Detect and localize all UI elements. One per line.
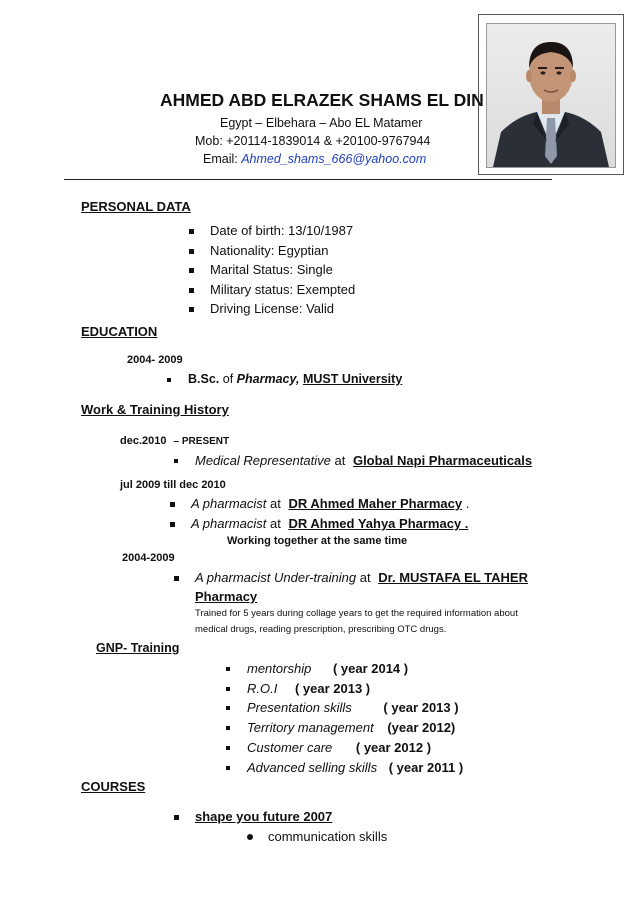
job-3-title: A pharmacist (191, 516, 267, 531)
job-4-description-2: medical drugs, reading prescription, prescribing OTC drugs. (195, 624, 447, 635)
list-item: Driving License: Valid (210, 301, 335, 316)
email-link[interactable]: Ahmed_shams_666@yahoo.com (241, 152, 427, 166)
job-3-company: DR Ahmed Yahya Pharmacy . (288, 516, 469, 531)
training-name: R.O.I (247, 681, 278, 696)
training-name: Presentation skills (247, 700, 352, 715)
training-year: ( year 2013 ) (294, 681, 371, 696)
period-3: 2004-2009 (122, 552, 175, 564)
job-1-at: at (334, 453, 346, 468)
job-2-at: at (270, 496, 281, 511)
job-2-company: DR Ahmed Maher Pharmacy (288, 496, 463, 511)
training-item (247, 700, 459, 715)
job-2-title: A pharmacist (191, 496, 267, 511)
training-year: ( year 2011 ) (388, 760, 464, 775)
job-4-company-line2: Pharmacy (195, 589, 258, 604)
person-photo-illustration (487, 24, 615, 167)
list-item: Marital Status: Single (210, 262, 333, 277)
training-name: Customer care (247, 740, 333, 755)
training-item (247, 720, 455, 735)
training-name: mentorship (247, 661, 312, 676)
candidate-name: AHMED ABD ELRAZEK SHAMS EL DIN (160, 90, 484, 110)
period-2: jul 2009 till dec 2010 (120, 479, 226, 491)
education-degree-line (188, 372, 402, 386)
training-item (247, 740, 431, 755)
job-2-suffix: . (465, 496, 470, 511)
personal-data-heading: PERSONAL DATA (81, 199, 191, 214)
period-1-start: dec.2010 (120, 435, 167, 447)
training-item (247, 661, 408, 676)
course-subitem: communication skills (268, 829, 388, 844)
period-1 (120, 435, 229, 447)
training-year: ( year 2014 ) (332, 661, 409, 676)
job-2 (191, 496, 469, 511)
header-divider (64, 179, 552, 180)
training-name: Advanced selling skills (247, 760, 378, 775)
mobile-numbers: Mob: +20114-1839014 & +20100-9767944 (195, 134, 431, 148)
job-1-company: Global Napi Pharmaceuticals (352, 453, 533, 468)
training-item (247, 760, 463, 775)
profile-photo (486, 23, 616, 168)
education-heading: EDUCATION (81, 324, 158, 339)
job-4-company: Dr. MUSTAFA EL TAHER (378, 570, 528, 585)
gnp-heading-wrap (96, 641, 179, 655)
address: Egypt – Elbehara – Abo EL Matamer (220, 116, 423, 130)
course-item: shape you future 2007 (195, 809, 333, 824)
degree: B.Sc. (188, 372, 220, 386)
list-item: Date of birth: 13/10/1987 (210, 223, 354, 238)
education-years: 2004- 2009 (127, 354, 183, 366)
together-note: Working together at the same time (227, 535, 408, 547)
training-year: ( year 2013 ) (383, 700, 459, 715)
list-item: Nationality: Egyptian (210, 243, 329, 258)
courses-heading: COURSES (81, 779, 146, 794)
work-history-heading: Work & Training History (81, 402, 229, 417)
job-4-description-1: Trained for 5 years during collage years to get the required information about (195, 608, 518, 619)
job-4 (195, 570, 528, 585)
job-3-at: at (270, 516, 281, 531)
job-4-title: A pharmacist Under-training (195, 570, 357, 585)
training-item (247, 681, 370, 696)
profile-photo-frame (478, 14, 624, 175)
degree-of: of (222, 372, 234, 386)
job-1-title: Medical Representative (195, 453, 331, 468)
job-4-at: at (359, 570, 371, 585)
training-year: (year 2012) (387, 720, 456, 735)
university: MUST University (302, 372, 403, 386)
list-item: Military status: Exempted (210, 282, 356, 297)
email-label: Email: (203, 152, 238, 166)
field: Pharmacy, (236, 372, 300, 386)
email-line (203, 152, 426, 166)
training-name: Territory management (247, 720, 374, 735)
gnp-heading: GNP- Training (96, 641, 180, 655)
training-year: ( year 2012 ) (355, 740, 432, 755)
job-3 (191, 516, 468, 531)
period-1-end: – PRESENT (173, 436, 230, 447)
job-1 (195, 453, 532, 468)
